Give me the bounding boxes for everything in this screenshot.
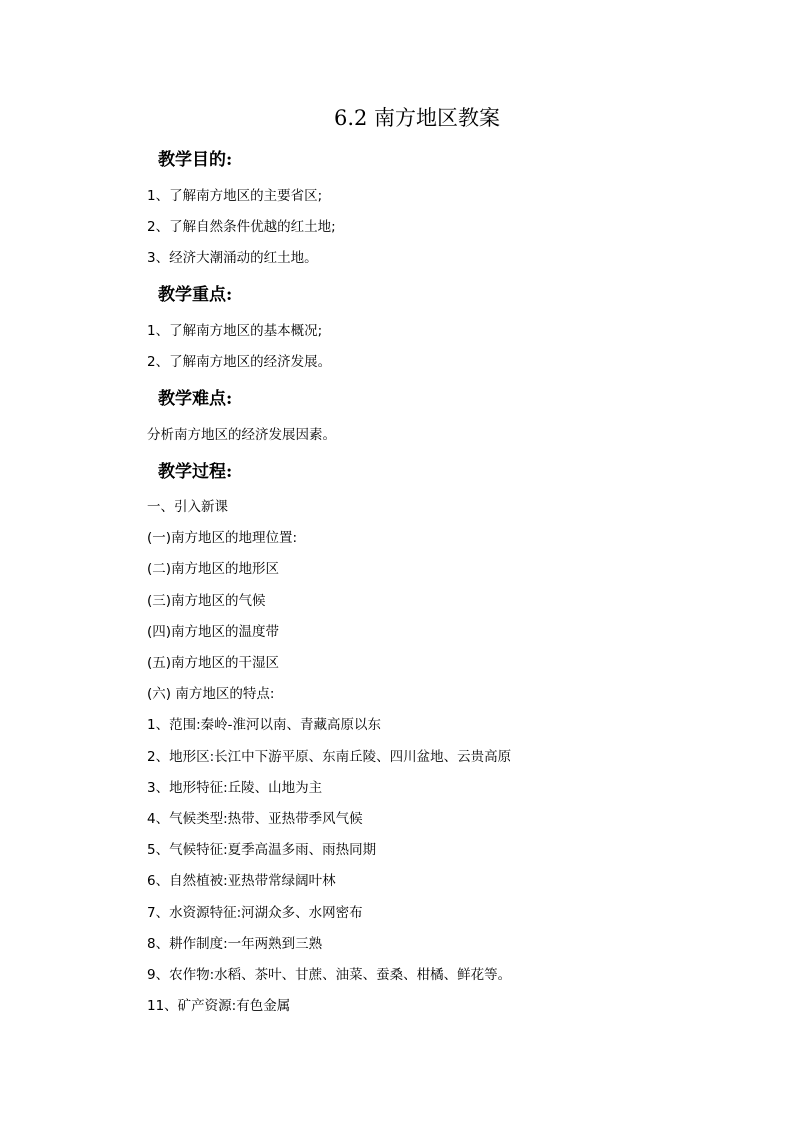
process-item: 2、地形区:长江中下游平原、东南丘陵、四川盆地、云贵高原 bbox=[147, 749, 512, 765]
objectives-item: 3、经济大潮涌动的红土地。 bbox=[147, 250, 318, 266]
process-heading: 教学过程: bbox=[158, 462, 233, 482]
difficulties-heading: 教学难点: bbox=[158, 389, 233, 409]
process-item: (六) 南方地区的特点: bbox=[147, 686, 275, 702]
process-item: 6、自然植被:亚热带常绿阔叶林 bbox=[147, 873, 336, 889]
objectives-heading: 教学目的: bbox=[158, 150, 233, 170]
objectives-item: 1、了解南方地区的主要省区; bbox=[147, 188, 323, 204]
process-item: 3、地形特征:丘陵、山地为主 bbox=[147, 780, 323, 796]
process-item: 一、引入新课 bbox=[147, 499, 228, 515]
process-item: 7、水资源特征:河湖众多、水网密布 bbox=[147, 905, 363, 921]
process-item: (四)南方地区的温度带 bbox=[147, 624, 280, 640]
document-title: 6.2 南方地区教案 bbox=[333, 106, 501, 130]
process-item: (二)南方地区的地形区 bbox=[147, 561, 280, 577]
key-points-item: 1、了解南方地区的基本概况; bbox=[147, 323, 323, 339]
key-points-heading: 教学重点: bbox=[158, 285, 233, 305]
process-item: 11、矿产资源:有色金属 bbox=[147, 998, 291, 1014]
process-item: (五)南方地区的干湿区 bbox=[147, 655, 280, 671]
process-item: (三)南方地区的气候 bbox=[147, 593, 266, 609]
key-points-item: 2、了解南方地区的经济发展。 bbox=[147, 354, 332, 370]
process-item: 4、气候类型:热带、亚热带季风气候 bbox=[147, 811, 363, 827]
difficulties-item: 分析南方地区的经济发展因素。 bbox=[147, 427, 336, 443]
process-item: (一)南方地区的地理位置: bbox=[147, 530, 298, 546]
process-item: 1、范围:秦岭-淮河以南、青藏高原以东 bbox=[147, 717, 382, 733]
objectives-item: 2、了解自然条件优越的红土地; bbox=[147, 219, 336, 235]
process-item: 8、耕作制度:一年两熟到三熟 bbox=[147, 936, 323, 952]
process-item: 5、气候特征:夏季高温多雨、雨热同期 bbox=[147, 842, 377, 858]
process-item: 9、农作物:水稻、茶叶、甘蔗、油菜、蚕桑、柑橘、鲜花等。 bbox=[147, 967, 512, 983]
